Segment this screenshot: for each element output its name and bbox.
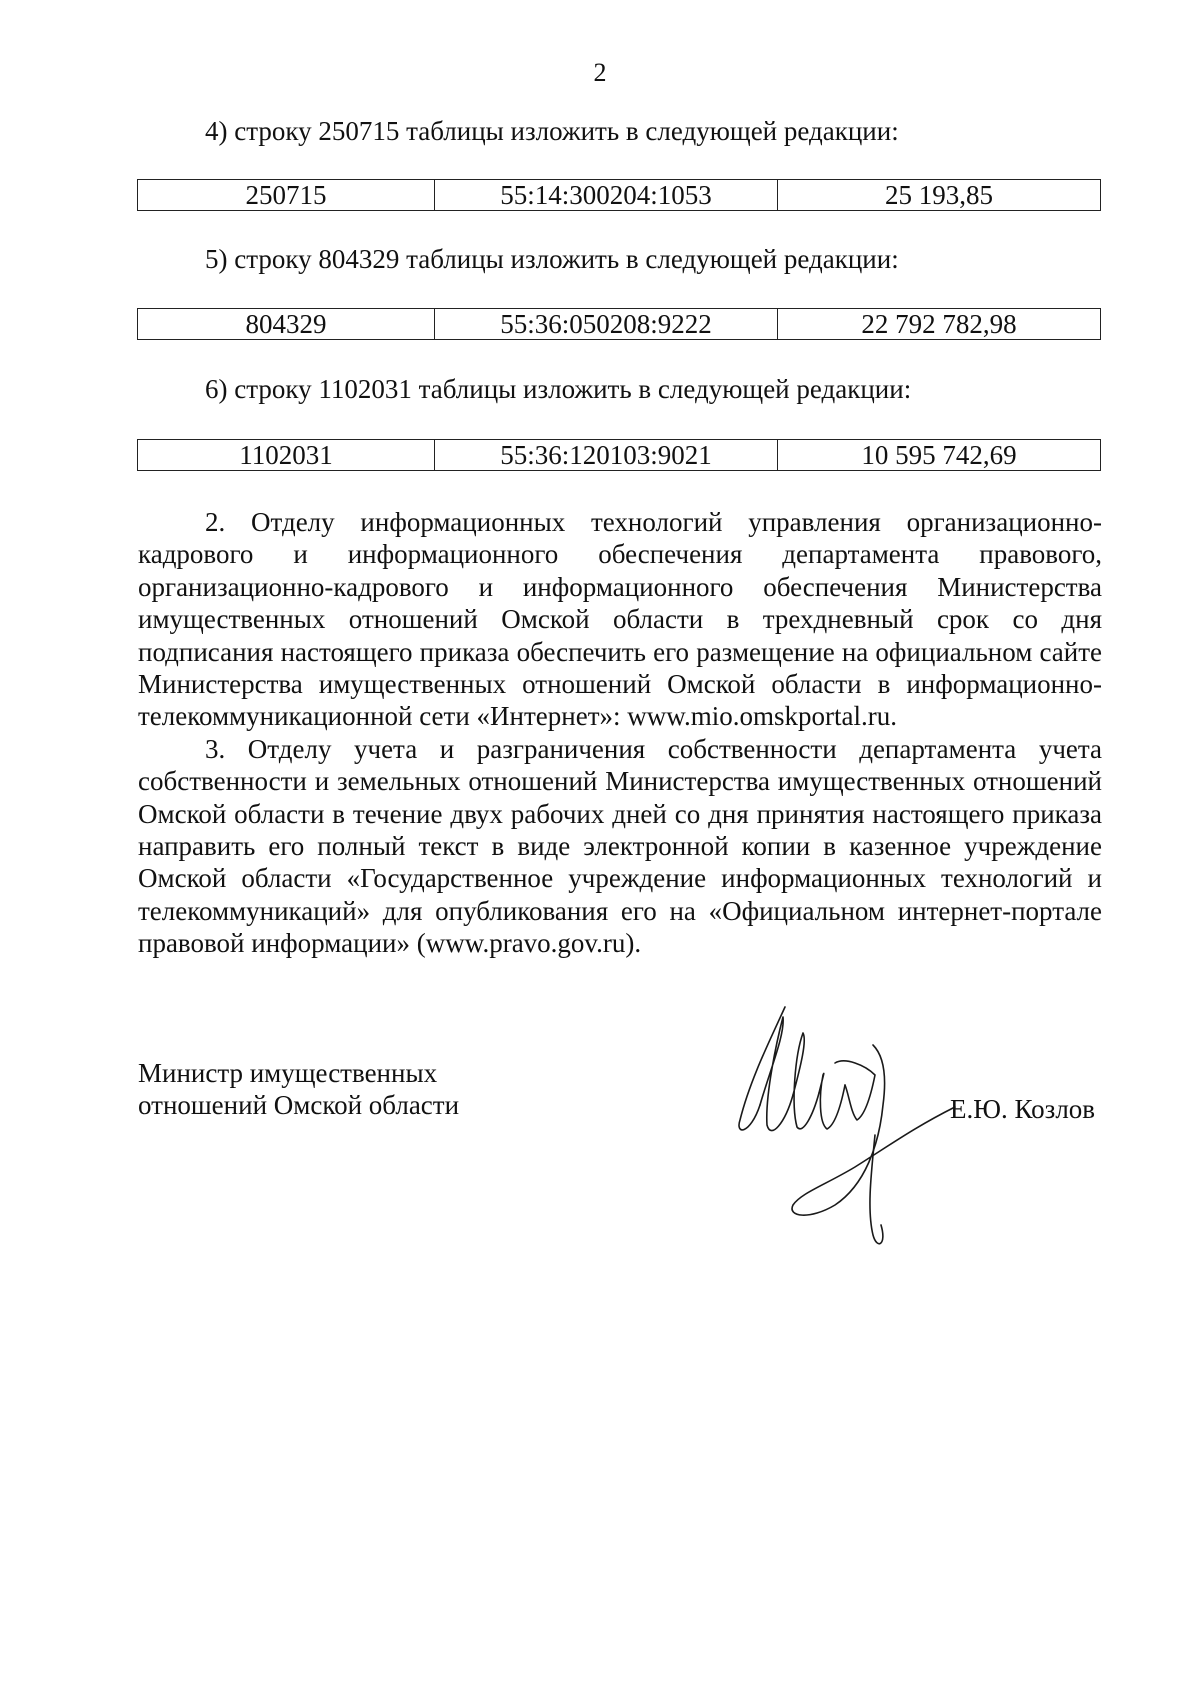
signatory-position-line-2: отношений Омской области (138, 1090, 460, 1120)
body-text (138, 506, 1102, 960)
item-5-table-row (137, 308, 1101, 340)
paragraph-3: 3. Отделу учета и разграничения собственности департамента учета собственности и земельных отношений Министерства имущественных отношений Омской области в течение двух рабочих дней со дня принятия настоящего приказа направить его полный текст в виде электронной копии в казенное учреждение Омской области «Государственное учреждение информационных технологий и телекоммуникаций» для опубликования его на «Официальном интернет-портале правовой информации» (www.pravo.gov.ru). (138, 733, 1102, 959)
item-4-table-row (137, 179, 1101, 211)
page-number: 2 (593, 58, 607, 87)
signatory-position (138, 1057, 459, 1121)
row-number-cell: 250715 (138, 180, 435, 211)
cadastral-number-cell: 55:36:050208:9222 (435, 309, 778, 340)
row-number-cell: 804329 (138, 309, 435, 340)
signatory-position-line-1: Министр имущественных (138, 1058, 438, 1088)
item-6-intro: 6) строку 1102031 таблицы изложить в следующей редакции: (205, 374, 912, 404)
cadastral-number-cell: 55:36:120103:9021 (435, 440, 778, 471)
signatory-name: Е.Ю. Козлов (950, 1094, 1096, 1124)
handwritten-signature (715, 995, 975, 1255)
cadastral-number-cell: 55:14:300204:1053 (435, 180, 778, 211)
item-5-intro: 5) строку 804329 таблицы изложить в следующей редакции: (205, 244, 899, 274)
item-6-table-row (137, 439, 1101, 471)
item-4-intro: 4) строку 250715 таблицы изложить в следующей редакции: (205, 116, 899, 146)
row-number-cell: 1102031 (138, 440, 435, 471)
value-cell: 25 193,85 (778, 180, 1101, 211)
value-cell: 22 792 782,98 (778, 309, 1101, 340)
paragraph-2: 2. Отделу информационных технологий управления организационно-кадрового и информационного обеспечения департамента правового, организационно-кадрового и информационного обеспечения Министерства имущественных отношений Омской области в трехдневный срок со дня подписания настоящего приказа обеспечить его размещение на официальном сайте Министерства имущественных отношений Омской области в информационно-телекоммуникационной сети «Интернет»: www.mio.omskportal.ru. (138, 507, 1102, 732)
value-cell: 10 595 742,69 (778, 440, 1101, 471)
